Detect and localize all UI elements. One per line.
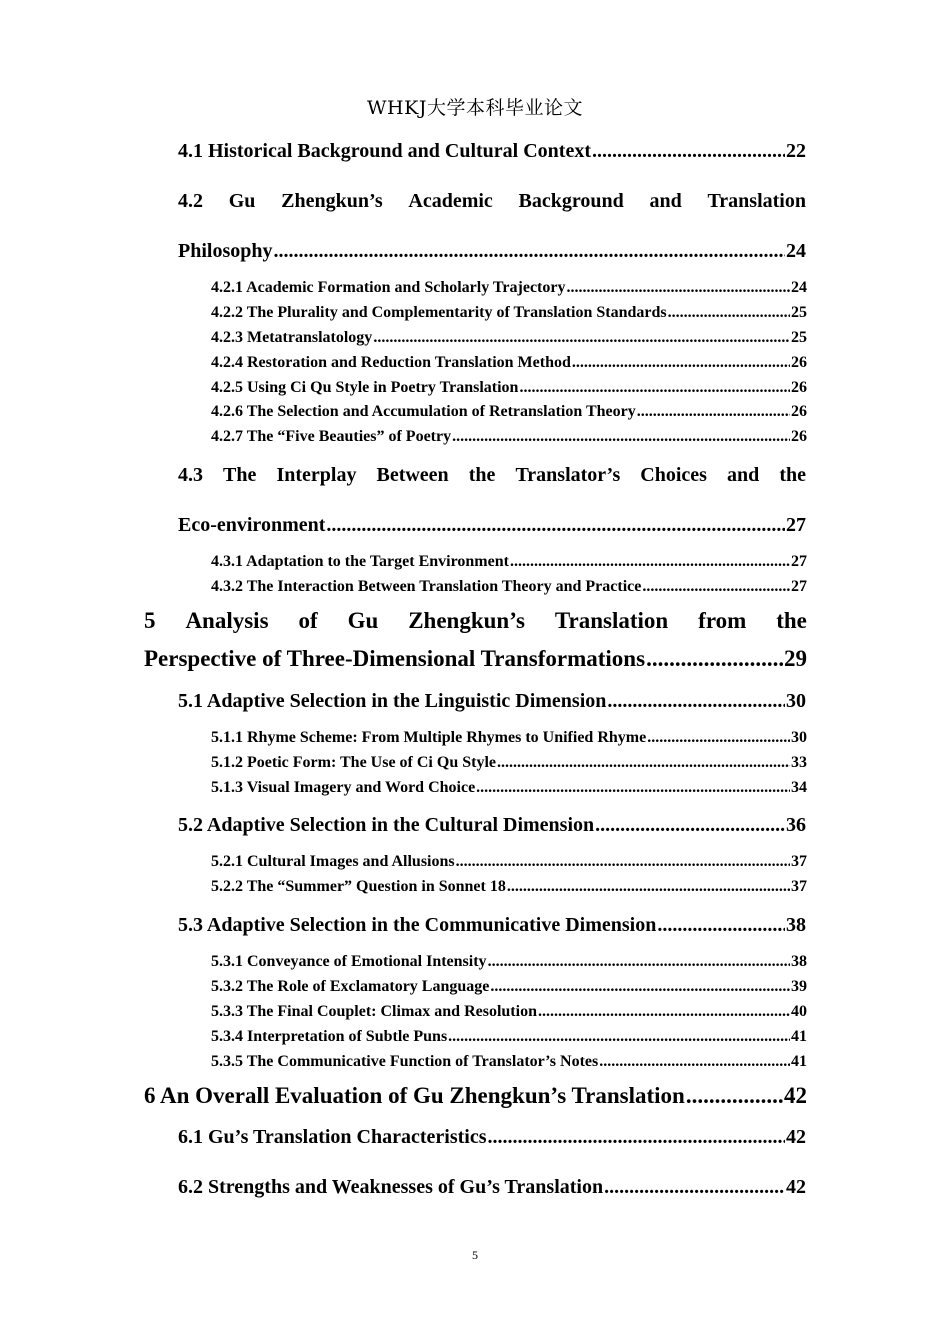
toc-entry-title: 5.3.5 The Communicative Function of Translator’s Notes <box>211 1053 599 1070</box>
toc-entry-title: 5.1 Adaptive Selection in the Linguistic Dimension <box>178 690 607 712</box>
toc-entry-title: 5.3 Adaptive Selection in the Communicative Dimension <box>178 914 657 936</box>
toc-leader-dots <box>607 690 785 713</box>
toc-page-number: 41 <box>791 1053 807 1070</box>
toc-page-number: 42 <box>784 1083 807 1108</box>
toc-word: Background <box>518 190 624 212</box>
toc-entry-chapter-5-line1[interactable] <box>144 608 807 634</box>
toc-page-number: 26 <box>791 354 807 371</box>
toc-leader-dots <box>592 140 785 163</box>
toc-leader-dots <box>273 240 785 263</box>
toc-entry-4-2-6[interactable] <box>211 403 807 421</box>
toc-page-number: 36 <box>786 814 806 836</box>
toc-entry-5-3-2[interactable] <box>211 978 807 996</box>
toc-entry-5-2-2[interactable] <box>211 878 807 896</box>
toc-page-number: 37 <box>791 878 807 895</box>
toc-entry-chapter-5-line2[interactable] <box>144 646 807 672</box>
toc-word: Analysis <box>185 608 269 633</box>
toc-entry-4-2-2[interactable] <box>211 304 807 322</box>
toc-leader-dots <box>488 953 790 971</box>
toc-word: Choices <box>640 464 707 486</box>
toc-page-number: 24 <box>786 240 806 262</box>
toc-word: and <box>649 190 682 212</box>
toc-page-number: 42 <box>786 1176 806 1198</box>
toc-entry-title: 5.3.1 Conveyance of Emotional Intensity <box>211 953 487 970</box>
toc-entry-title: 4.2.7 The “Five Beauties” of Poetry <box>211 428 452 445</box>
toc-word: of <box>298 608 318 633</box>
toc-leader-dots <box>452 428 790 446</box>
toc-page-number: 26 <box>791 403 807 420</box>
toc-entry-title: 4.3.2 The Interaction Between Translation Theory and Practice <box>211 578 642 595</box>
toc-page-number: 27 <box>791 578 807 595</box>
toc-word: Academic <box>408 190 493 212</box>
toc-entry-chapter-6[interactable] <box>144 1083 807 1109</box>
toc-leader-dots <box>497 754 790 772</box>
toc-entry-4-2-1[interactable] <box>211 279 807 297</box>
toc-entry-title: 6.1 Gu’s Translation Characteristics <box>178 1126 487 1148</box>
toc-entry-title: 5.3.2 The Role of Exclamatory Language <box>211 978 490 995</box>
toc-word: The <box>223 464 257 486</box>
toc-entry-5-1-3[interactable] <box>211 779 807 797</box>
toc-entry-title: 4.2.1 Academic Formation and Scholarly Trajectory <box>211 279 566 296</box>
toc-page-number: 33 <box>791 754 807 771</box>
toc-entry-title: 5.2.2 The “Summer” Question in Sonnet 18 <box>211 878 506 895</box>
toc-word: Zhengkun’s <box>408 608 525 633</box>
toc-page-number: 25 <box>791 304 807 321</box>
toc-entry-4-2-3[interactable] <box>211 329 807 347</box>
toc-leader-dots <box>510 553 790 571</box>
toc-leader-dots <box>686 1083 783 1109</box>
toc-page-number: 37 <box>791 853 807 870</box>
toc-word: and <box>727 464 760 486</box>
toc-page-number: 42 <box>786 1126 806 1148</box>
toc-entry-title: Perspective of Three-Dimensional Transformations <box>144 646 646 671</box>
toc-entry-4-3-1[interactable] <box>211 553 807 571</box>
toc-leader-dots <box>637 403 790 421</box>
toc-entry-title: Eco-environment <box>178 514 326 536</box>
toc-entry-title: 5.3.3 The Final Couplet: Climax and Resolution <box>211 1003 537 1020</box>
toc-leader-dots <box>668 304 790 322</box>
toc-word: Interplay <box>276 464 357 486</box>
toc-entry-5-3[interactable] <box>178 914 806 937</box>
toc-word: Gu <box>228 190 256 212</box>
toc-page-number: 39 <box>791 978 807 995</box>
toc-entry-title: 4.2.6 The Selection and Accumulation of Retranslation Theory <box>211 403 636 420</box>
toc-leader-dots <box>599 1053 790 1071</box>
toc-word: the <box>468 464 496 486</box>
toc-entry-title: 4.2.3 Metatranslatology <box>211 329 373 346</box>
toc-entry-title: 5.1.3 Visual Imagery and Word Choice <box>211 779 476 796</box>
toc-entry-4-2-line1[interactable] <box>178 190 806 213</box>
toc-leader-dots <box>646 646 783 672</box>
toc-word: 5 <box>144 608 156 633</box>
toc-entry-5-2[interactable] <box>178 814 806 837</box>
toc-entry-title: 5.1.2 Poetic Form: The Use of Ci Qu Style <box>211 754 496 771</box>
toc-page-number: 24 <box>791 279 807 296</box>
toc-word: 4.2 <box>178 190 203 212</box>
toc-word: Translation <box>707 190 806 212</box>
toc-entry-5-1-2[interactable] <box>211 754 807 772</box>
toc-page-number: 22 <box>786 140 806 162</box>
page-header: WHKJ大学本科毕业论文 <box>367 97 583 119</box>
toc-page-number: 40 <box>791 1003 807 1020</box>
toc-word: Translation <box>554 608 669 633</box>
toc-page-number: 30 <box>791 729 807 746</box>
toc-leader-dots <box>572 354 790 372</box>
toc-leader-dots <box>595 814 785 837</box>
toc-entry-4-3-line1[interactable] <box>178 464 806 487</box>
toc-leader-dots <box>476 779 790 797</box>
toc-page-number: 27 <box>791 553 807 570</box>
toc-word: from <box>698 608 747 633</box>
toc-entry-title: 4.2.5 Using Ci Qu Style in Poetry Translation <box>211 379 519 396</box>
toc-entry-title: 4.1 Historical Background and Cultural Context <box>178 140 591 162</box>
toc-word: Zhengkun’s <box>281 190 383 212</box>
toc-leader-dots <box>657 914 785 937</box>
toc-word: 4.3 <box>178 464 203 486</box>
toc-entry-4-2-5[interactable] <box>211 379 807 397</box>
toc-word: Translator’s <box>515 464 621 486</box>
toc-entry-5-3-4[interactable] <box>211 1028 807 1046</box>
toc-entry-5-3-3[interactable] <box>211 1003 807 1021</box>
toc-entry-4-3-2[interactable] <box>211 578 807 596</box>
toc-page-number: 30 <box>786 690 806 712</box>
toc-leader-dots <box>490 978 790 996</box>
toc-word: Between <box>376 464 449 486</box>
toc-entry-title: 4.2.4 Restoration and Reduction Translation Method <box>211 354 571 371</box>
toc-word: the <box>776 608 807 633</box>
toc-entry-6-1[interactable] <box>178 1126 806 1149</box>
toc-entry-title: 5.1.1 Rhyme Scheme: From Multiple Rhymes to Unified Rhyme <box>211 729 647 746</box>
toc-entry-6-2[interactable] <box>178 1176 806 1199</box>
toc-leader-dots <box>642 578 790 596</box>
toc-word: the <box>779 464 806 486</box>
toc-entry-5-1-1[interactable] <box>211 729 807 747</box>
toc-leader-dots <box>507 878 790 896</box>
toc-entry-5-3-5[interactable] <box>211 1053 807 1071</box>
toc-page-number: 34 <box>791 779 807 796</box>
toc-entry-5-2-1[interactable] <box>211 853 807 871</box>
toc-entry-title: 5.2 Adaptive Selection in the Cultural Dimension <box>178 814 595 836</box>
toc-entry-4-1[interactable] <box>178 140 806 163</box>
toc-entry-4-2-line2[interactable] <box>178 240 806 263</box>
toc-entry-title: 5.3.4 Interpretation of Subtle Puns <box>211 1028 448 1045</box>
toc-page-number: 38 <box>791 953 807 970</box>
toc-page-number: 25 <box>791 329 807 346</box>
toc-leader-dots <box>647 729 790 747</box>
toc-entry-title: 6.2 Strengths and Weaknesses of Gu’s Translation <box>178 1176 604 1198</box>
toc-entry-title: Philosophy <box>178 240 273 262</box>
toc-leader-dots <box>448 1028 790 1046</box>
toc-page-number: 29 <box>784 646 807 671</box>
toc-entry-5-3-1[interactable] <box>211 953 807 971</box>
toc-leader-dots <box>519 379 790 397</box>
toc-page-number: 27 <box>786 514 806 536</box>
toc-entry-title: 4.2.2 The Plurality and Complementarity of Translation Standards <box>211 304 667 321</box>
toc-entry-4-2-7[interactable] <box>211 428 807 446</box>
toc-leader-dots <box>538 1003 790 1021</box>
toc-word: Gu <box>347 608 379 633</box>
toc-leader-dots <box>373 329 790 347</box>
toc-leader-dots <box>488 1126 785 1149</box>
toc-entry-4-3-line2[interactable] <box>178 514 806 537</box>
toc-page-number: 41 <box>791 1028 807 1045</box>
toc-leader-dots <box>456 853 790 871</box>
toc-page-number: 26 <box>791 379 807 396</box>
toc-entry-5-1[interactable] <box>178 690 806 713</box>
toc-entry-title: 4.3.1 Adaptation to the Target Environment <box>211 553 509 570</box>
toc-leader-dots <box>604 1176 785 1199</box>
toc-entry-title: 5.2.1 Cultural Images and Allusions <box>211 853 455 870</box>
toc-page-number: 26 <box>791 428 807 445</box>
page-number: 5 <box>472 1248 478 1262</box>
toc-leader-dots <box>566 279 790 297</box>
toc-page-number: 38 <box>786 914 806 936</box>
toc-entry-title: 6 An Overall Evaluation of Gu Zhengkun’s Translation <box>144 1083 685 1108</box>
toc-leader-dots <box>326 514 785 537</box>
toc-entry-4-2-4[interactable] <box>211 354 807 372</box>
